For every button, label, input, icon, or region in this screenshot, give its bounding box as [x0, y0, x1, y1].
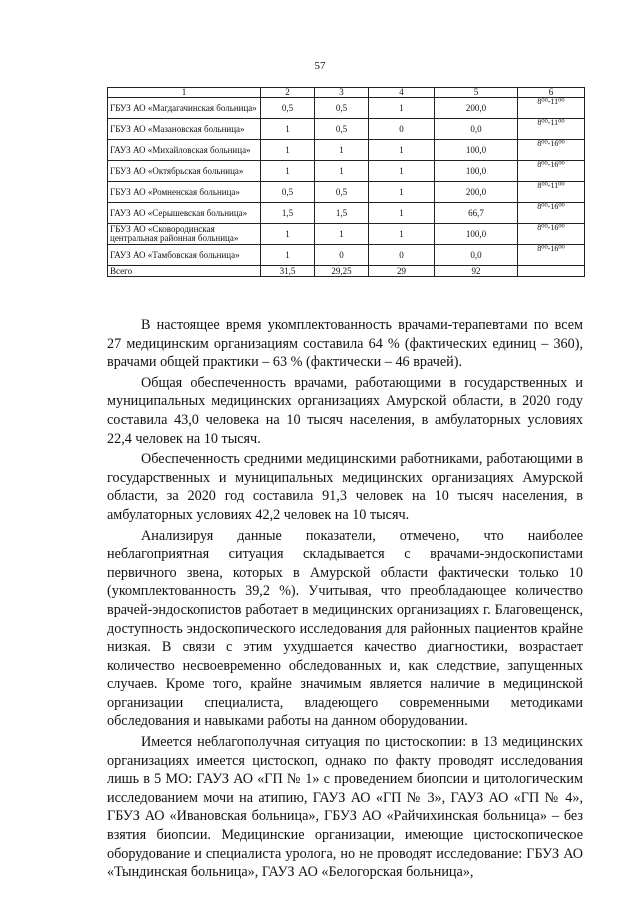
table-cell: 1	[369, 161, 435, 182]
table-cell: 100,0	[435, 224, 518, 245]
total-cell	[518, 266, 585, 277]
table-row	[108, 161, 585, 182]
page-number: 57	[314, 60, 326, 72]
paragraph: В настоящее время укомплектованность врачами-терапевтами по всем 27 медицинским организациям составила 64 % (фактических единиц – 360), врачами общей практики – 63 % (фактически – 46 врачей).	[107, 317, 583, 371]
table-cell: 0	[369, 119, 435, 140]
table-cell: 1	[315, 140, 369, 161]
work-hours-cell: 8⁰⁰-11⁰⁰	[518, 98, 585, 119]
org-name-cell: ГАУЗ АО «Михайловская больница»	[108, 140, 261, 161]
header-cell: 1	[108, 88, 261, 98]
table-cell: 1	[261, 119, 315, 140]
table-row	[108, 245, 585, 266]
org-name-cell: ГБУЗ АО «Октябрьская больница»	[108, 161, 261, 182]
paragraph: Общая обеспеченность врачами, работающими в государственных и муниципальных медицинских организациях Амурской области, в 2020 году составила 43,0 человека на 10 тысяч населения, в амбулаторных условиях 22,4 человек на 10 тысяч.	[107, 374, 583, 447]
work-hours-cell: 8⁰⁰-16⁰⁰	[518, 245, 585, 266]
work-hours-cell: 8⁰⁰-11⁰⁰	[518, 119, 585, 140]
table-cell: 1	[315, 224, 369, 245]
org-name-cell: ГБУЗ АО «Сковородинская центральная районная больница»	[108, 224, 261, 245]
table-cell: 1	[369, 140, 435, 161]
org-name-cell: ГБУЗ АО «Мазановская больница»	[108, 119, 261, 140]
header-cell: 3	[315, 88, 369, 98]
table-cell: 1	[369, 203, 435, 224]
table-cell: 100,0	[435, 140, 518, 161]
work-hours-cell: 8⁰⁰-16⁰⁰	[518, 140, 585, 161]
work-hours-cell: 8⁰⁰-11⁰⁰	[518, 182, 585, 203]
table-cell: 0,5	[261, 98, 315, 119]
table-row	[108, 119, 585, 140]
table-row	[108, 224, 585, 245]
total-cell: 92	[435, 266, 518, 277]
work-hours-cell: 8⁰⁰-16⁰⁰	[518, 161, 585, 182]
table-cell: 1	[315, 161, 369, 182]
table-cell: 1	[261, 245, 315, 266]
table-cell: 1	[261, 224, 315, 245]
org-name-cell: ГБУЗ АО «Магдагачинская больница»	[108, 98, 261, 119]
table-cell: 1	[369, 98, 435, 119]
table-cell: 0	[315, 245, 369, 266]
table-cell: 1	[369, 182, 435, 203]
table-cell: 0,0	[435, 119, 518, 140]
staffing-table-container	[107, 87, 584, 277]
total-label-cell: Всего	[108, 266, 261, 277]
table-cell: 0,5	[315, 119, 369, 140]
org-name-cell: ГАУЗ АО «Тамбовская больница»	[108, 245, 261, 266]
table-row	[108, 98, 585, 119]
org-name-cell: ГБУЗ АО «Ромненская больница»	[108, 182, 261, 203]
header-cell: 4	[369, 88, 435, 98]
table-total-row	[108, 266, 585, 277]
table-cell: 1	[369, 224, 435, 245]
work-hours-cell: 8⁰⁰-16⁰⁰	[518, 203, 585, 224]
paragraph: Анализируя данные показатели, отмечено, что наиболее неблагоприятная ситуация складывается с врачами-эндоскопистами первичного звена, которых в Амурской области фактически только 10 (укомплектованность 39,2 %). Учитывая, что преобладающее количество врачей-эндоскопистов работает в медицинских организациях г. Благовещенск, доступность эндоскопического исследования для районных пациентов крайне низкая. В связи с этим ухудшается качество диагностики, возрастает количество несвоевременно обследованных и, как следствие, запущенных случаев. Кроме того, крайне значимым является наличие в медицинской организации специалиста, владеющего современными методиками обследования и навыками работы на данном оборудовании.	[107, 527, 583, 730]
table-cell: 100,0	[435, 161, 518, 182]
staffing-table	[107, 87, 585, 277]
table-row	[108, 182, 585, 203]
table-cell: 0,5	[315, 98, 369, 119]
paragraph: Обеспеченность средними медицинскими работниками, работающими в государственных и муниципальных медицинских организациях Амурской области, за 2020 год составила 91,3 человек на 10 тысяч населения, в амбулаторных условиях 42,2 человек на 10 тысяч.	[107, 451, 583, 523]
total-cell: 29,25	[315, 266, 369, 277]
table-cell: 1	[261, 161, 315, 182]
table-row	[108, 140, 585, 161]
body-text	[107, 316, 583, 884]
table-cell: 0,5	[315, 182, 369, 203]
table-cell: 1	[261, 140, 315, 161]
table-cell: 1,5	[315, 203, 369, 224]
table-cell: 66,7	[435, 203, 518, 224]
org-name-cell: ГАУЗ АО «Серышевская больница»	[108, 203, 261, 224]
header-cell: 2	[261, 88, 315, 98]
table-cell: 0	[369, 245, 435, 266]
table-cell: 1,5	[261, 203, 315, 224]
header-cell: 6	[518, 88, 585, 98]
table-cell: 200,0	[435, 182, 518, 203]
total-cell: 31,5	[261, 266, 315, 277]
table-row	[108, 203, 585, 224]
table-header-row	[108, 88, 585, 98]
table-cell: 200,0	[435, 98, 518, 119]
paragraph: Имеется неблагополучная ситуация по цистоскопии: в 13 медицинских организациях имеется цистоскоп, однако по факту проводят исследования лишь в 5 МО: ГАУЗ АО «ГП № 1» с проведением биопсии и цитологическим исследованием мочи на атипию, ГАУЗ АО «ГП № 3», ГАУЗ АО «ГП № 4», ГБУЗ АО «Ивановская больница», ГБУЗ АО «Райчихинская больница» – без взятия биопсии. Медицинские организации, имеющие цистоскопическое оборудование и специалиста уролога, но не проводят исследование: ГБУЗ АО «Тындинская больница», ГАУЗ АО «Белогорская больница»,	[107, 734, 583, 881]
header-cell: 5	[435, 88, 518, 98]
table-cell: 0,0	[435, 245, 518, 266]
table-cell: 0,5	[261, 182, 315, 203]
work-hours-cell: 8⁰⁰-16⁰⁰	[518, 224, 585, 245]
total-cell: 29	[369, 266, 435, 277]
